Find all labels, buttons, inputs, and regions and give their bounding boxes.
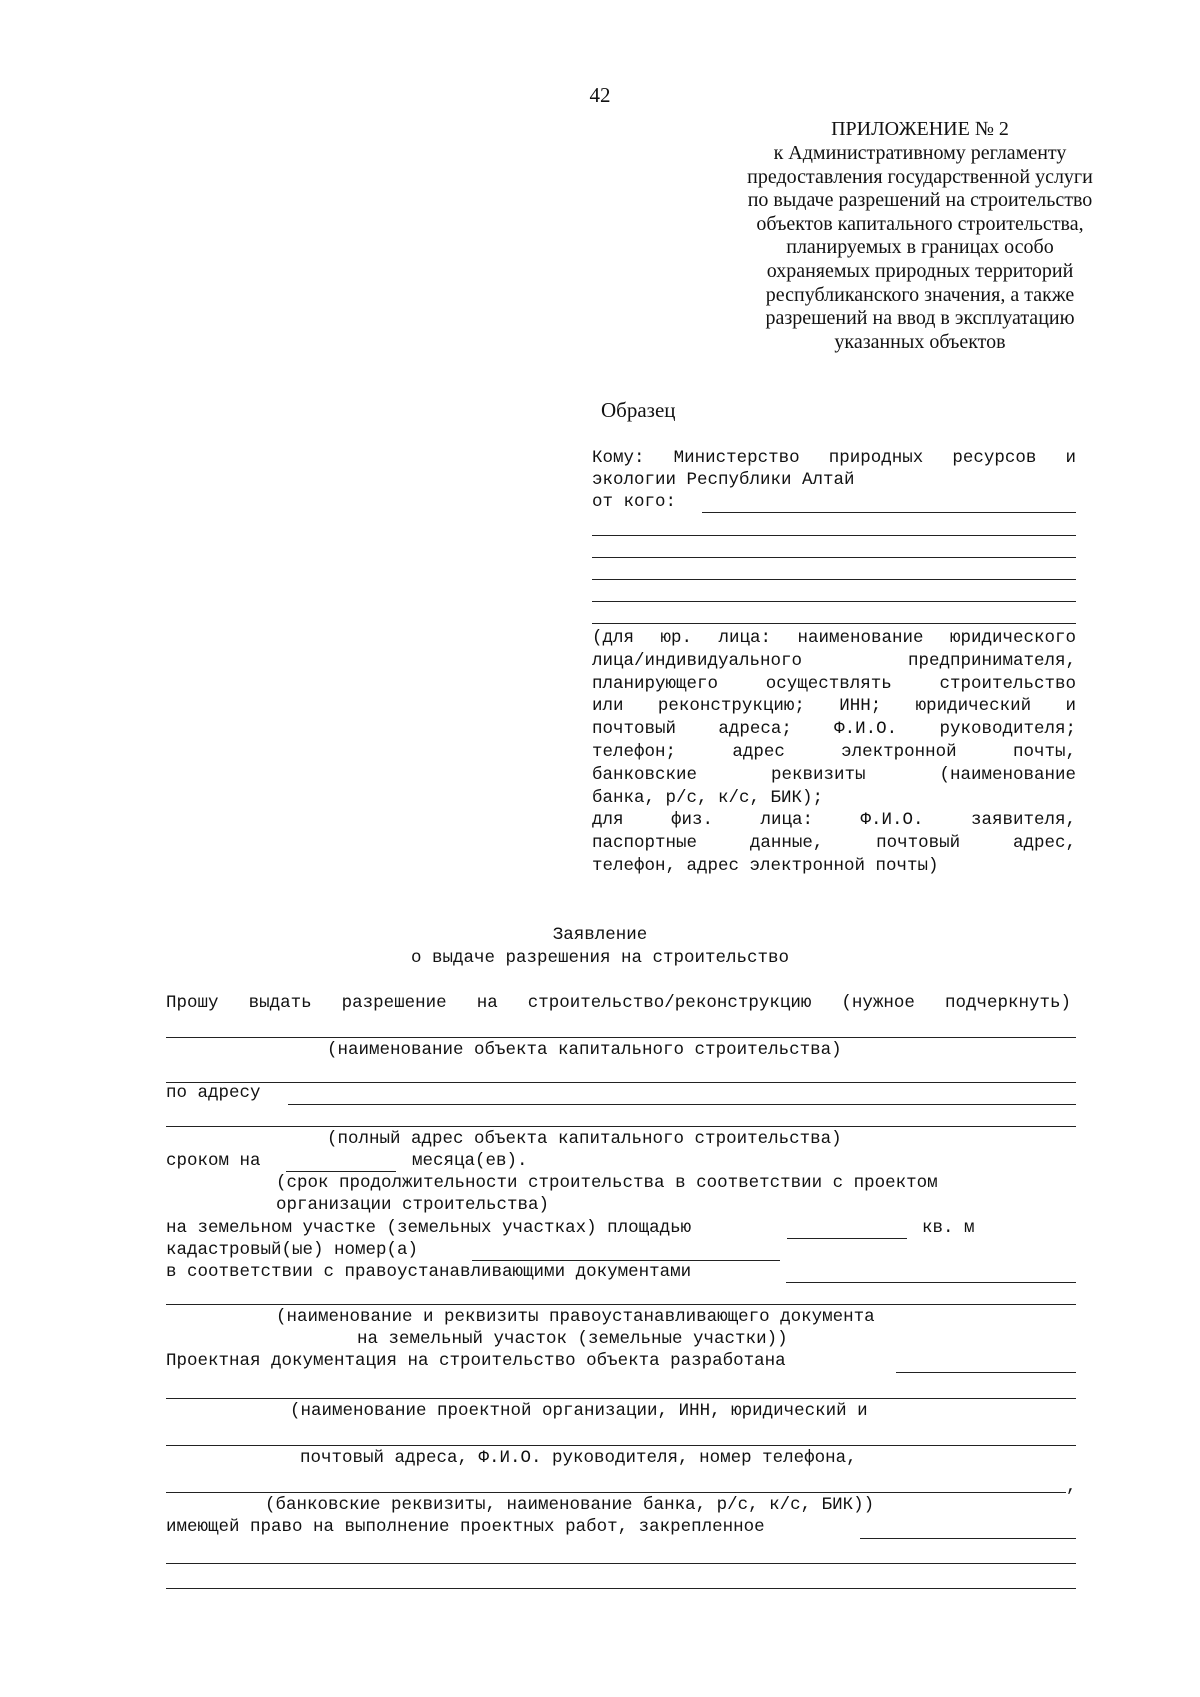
project-org-field-line[interactable] [896, 1372, 1076, 1373]
documents-field-line-2[interactable] [166, 1304, 1076, 1305]
rights-field-line-3[interactable] [166, 1588, 1076, 1589]
land-unit: кв. м [922, 1218, 975, 1238]
cadastral-label: кадастровый(ые) номер(а) [166, 1240, 419, 1260]
page-number: 42 [589, 83, 611, 107]
project-label: Проектная документация на строительство объекта разработана [166, 1351, 786, 1371]
appendix-title: ПРИЛОЖЕНИЕ № 2 [831, 118, 1009, 140]
organization-hint-3: (банковские реквизиты, наименование банка, р/с, к/с, БИК)) [265, 1495, 875, 1515]
applicant-note-line: телефон, адрес электронной почты) [592, 856, 939, 876]
term-hint-1: (срок продолжительности строительства в соответствии с проектом [276, 1173, 938, 1193]
appendix-line: указанных объектов [834, 330, 1006, 353]
appendix-line: планируемых в границах особо [786, 236, 1054, 259]
applicant-note-line: для физ. лица: Ф.И.О. заявителя, [592, 810, 1076, 831]
object-name-line[interactable] [166, 1037, 1076, 1038]
appendix-line: по выдаче разрешений на строительство [747, 189, 1093, 212]
project-org-field-line-4[interactable] [166, 1492, 1066, 1493]
documents-label: в соответствии с правоустанавливающими документами [166, 1262, 692, 1282]
documents-hint-2: на земельный участок (земельные участки)) [357, 1329, 788, 1349]
appendix-line: охраняемых природных территорий [766, 260, 1074, 282]
object-name-line-2[interactable] [166, 1082, 1076, 1083]
address-label: по адресу [166, 1083, 261, 1103]
rights-field-line-2[interactable] [166, 1563, 1076, 1564]
request-text: Прошу выдать разрешение на строительство/реконструкцию (нужное подчеркнуть) [166, 993, 1071, 1013]
address-field-line[interactable] [288, 1104, 1076, 1105]
comma: , [1066, 1477, 1077, 1497]
appendix-line: объектов капитального строительства, [756, 212, 1084, 235]
address-field-line-2[interactable] [166, 1126, 1076, 1127]
land-area-field-line[interactable] [787, 1238, 907, 1239]
applicant-note-line: (для юр. лица: наименование юридического [592, 628, 1076, 648]
statement-subtitle: о выдаче разрешения на строительство [410, 948, 790, 968]
statement-title: Заявление [552, 925, 648, 945]
addressee-line-1: Кому: Министерство природных ресурсов и [592, 448, 1076, 468]
applicant-note-line: телефон; адрес электронной почты, [592, 742, 1076, 762]
rights-label: имеющей право на выполнение проектных работ, закрепленное [166, 1517, 765, 1537]
applicant-note-line: паспортные данные, почтовый адрес, [592, 833, 1076, 854]
applicant-note-line: почтовый адреса; Ф.И.О. руководителя; [592, 719, 1076, 740]
from-field-line-2[interactable] [592, 535, 1076, 536]
rights-field-line[interactable] [860, 1538, 1076, 1539]
project-org-field-line-2[interactable] [166, 1398, 1076, 1399]
applicant-note-line: банка, р/с, к/с, БИК); [592, 787, 824, 808]
appendix-line: республиканского значения, а также [765, 283, 1075, 306]
addressee-line-2: экологии Республики Алтай [592, 470, 855, 490]
sample-label: Образец [601, 398, 676, 422]
object-name-hint: (наименование объекта капитального строительства) [327, 1040, 842, 1060]
documents-hint-1: (наименование и реквизиты правоустанавливающего документа [276, 1307, 875, 1327]
from-field-line-5[interactable] [592, 601, 1076, 602]
term-label: сроком на [166, 1151, 261, 1171]
from-field-line-6[interactable] [592, 623, 1076, 624]
from-field-line-4[interactable] [592, 579, 1076, 580]
appendix-line: разрешений на ввод в эксплуатацию [765, 307, 1075, 330]
organization-hint-2: почтовый адреса, Ф.И.О. руководителя, номер телефона, [300, 1448, 857, 1468]
land-label: на земельном участке (земельных участках) площадью [166, 1218, 692, 1238]
project-org-field-line-3[interactable] [166, 1445, 1076, 1446]
term-hint-2: организации строительства) [276, 1195, 550, 1215]
organization-hint-1: (наименование проектной организации, ИНН, юридический и [290, 1401, 868, 1421]
documents-field-line[interactable] [786, 1282, 1076, 1283]
appendix-line: к Административному регламенту [773, 142, 1067, 164]
from-label: от кого: [592, 492, 677, 512]
applicant-note-line: планирующего осуществлять строительство [592, 673, 1076, 694]
from-field-line-3[interactable] [592, 557, 1076, 558]
applicant-note-line: банковские реквизиты (наименование [592, 764, 1076, 785]
applicant-note-line: лица/индивидуального предпринимателя, [592, 650, 1076, 671]
term-unit: месяца(ев). [412, 1151, 528, 1171]
address-hint: (полный адрес объекта капитального строительства) [327, 1129, 842, 1149]
applicant-note-line: или реконструкцию; ИНН; юридический и [592, 696, 1076, 717]
appendix-line: предоставления государственной услуги [747, 165, 1093, 188]
from-field-line[interactable] [702, 512, 1076, 513]
